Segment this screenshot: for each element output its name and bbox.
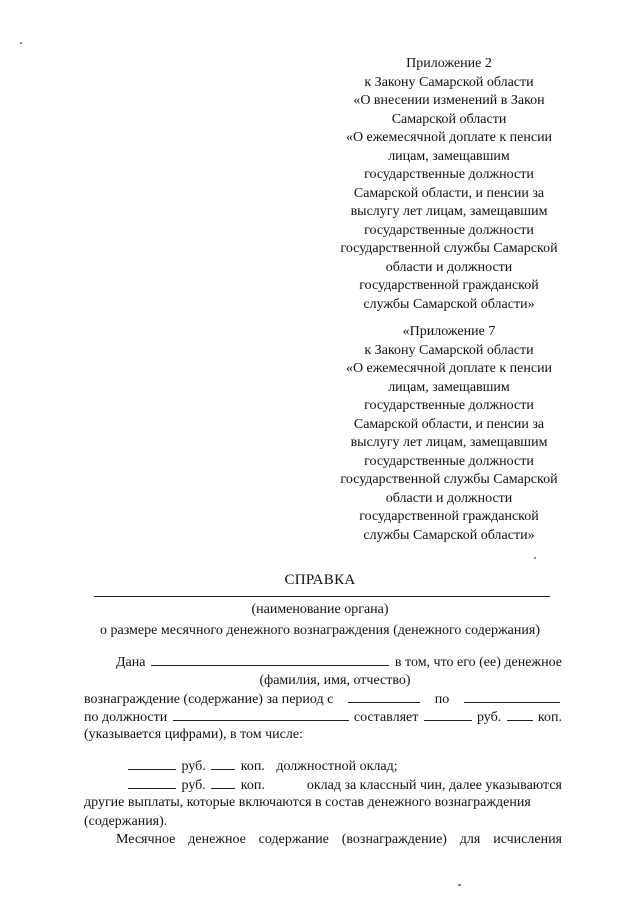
- document-subtitle: о размере месячного денежного вознаграждения (денежного содержания): [100, 623, 540, 638]
- organ-name-field[interactable]: [94, 596, 550, 597]
- monthly-allowance-text: Месячное денежное содержание (вознаграждение) для исчисления: [116, 832, 562, 847]
- given-to-line: [84, 653, 562, 673]
- fio-field[interactable]: [151, 653, 388, 666]
- rub-label: руб.: [476, 710, 502, 725]
- position-prefix: по должности: [84, 710, 168, 725]
- position-amount-label: составляет: [353, 710, 419, 725]
- given-suffix: в том, что его (ее) денежное: [394, 655, 562, 670]
- class-kop-label: коп.: [240, 778, 265, 793]
- scan-speck: [458, 884, 461, 886]
- appendix-2-line: государственной гражданской: [359, 278, 539, 293]
- appendix-2-line: государственной службы Самарской: [340, 241, 558, 256]
- organ-name-caption: (наименование органа): [251, 602, 389, 617]
- appendix-2-line: к Закону Самарской области: [364, 74, 534, 90]
- scan-speck: [534, 557, 536, 559]
- period-line: [84, 690, 562, 710]
- appendix-2-line: области и должности: [385, 259, 513, 275]
- appendix-7-line: «О ежемесячной доплате к пенсии: [345, 361, 553, 376]
- appendix-2-line: Самарской области, и пенсии за: [353, 185, 545, 201]
- appendix-2-line: Приложение 2: [406, 56, 492, 71]
- appendix-7-line: «Приложение 7: [402, 324, 496, 339]
- amount-kop-field[interactable]: [507, 708, 533, 721]
- appendix-2-line: Самарской области: [391, 111, 507, 127]
- digits-note: (указывается цифрами), в том числе:: [84, 727, 303, 742]
- appendix-7-line: государственные должности: [364, 398, 534, 413]
- class-rub-label: руб.: [181, 778, 206, 793]
- appendix-2-header: [316, 55, 582, 314]
- appendix-2-line: службы Самарской области»: [363, 296, 535, 312]
- salary-label: должностной оклад;: [276, 759, 398, 774]
- salary-rub-label: руб.: [181, 759, 206, 774]
- salary-line: [126, 757, 398, 777]
- salary-kop-field[interactable]: [211, 757, 235, 770]
- given-prefix: Дана: [116, 655, 146, 670]
- appendix-2-line: «О внесении изменений в Закон: [353, 93, 545, 108]
- class-rub-field[interactable]: [128, 776, 176, 789]
- period-prefix: вознаграждение (содержание) за период с: [84, 692, 334, 707]
- period-from-field[interactable]: [348, 690, 420, 703]
- appendix-7-line: к Закону Самарской области: [364, 342, 534, 358]
- salary-rub-field[interactable]: [128, 757, 176, 770]
- appendix-2-line: государственные должности: [364, 222, 534, 238]
- appendix-2-line: государственные должности: [364, 167, 534, 182]
- class-rank-label: оклад за классный чин, далее указываются: [306, 778, 562, 793]
- salary-kop-label: коп.: [240, 759, 265, 774]
- kop-label: коп.: [537, 710, 562, 725]
- document-title: СПРАВКА: [284, 572, 356, 588]
- appendix-7-line: области и должности: [385, 490, 513, 506]
- position-field[interactable]: [173, 708, 349, 721]
- appendix-2-line: «О ежемесячной доплате к пенсии: [345, 130, 553, 145]
- fio-caption: (фамилия, имя, отчество): [259, 673, 411, 688]
- appendix-7-line: государственной службы Самарской: [340, 472, 558, 487]
- appendix-7-line: выслугу лет лицам, замещавшим: [350, 435, 548, 450]
- period-to-field[interactable]: [464, 690, 560, 703]
- period-to-label: по: [434, 692, 450, 707]
- appendix-7-line: лицам, замещавшим: [388, 379, 510, 395]
- scan-speck: [20, 42, 22, 44]
- appendix-7-header: [316, 323, 582, 545]
- appendix-7-line: Самарской области, и пенсии за: [353, 416, 545, 432]
- position-line: [84, 708, 562, 728]
- class-kop-field[interactable]: [211, 776, 235, 789]
- amount-rub-field[interactable]: [424, 708, 472, 721]
- appendix-7-line: государственные должности: [364, 453, 534, 469]
- appendix-7-line: государственной гражданской: [359, 509, 539, 524]
- other-payments-text: другие выплаты, которые включаются в состав денежного вознаграждения (содержания).: [84, 795, 531, 829]
- class-rank-line: [126, 776, 562, 796]
- appendix-7-line: службы Самарской области»: [363, 527, 535, 543]
- appendix-2-line: выслугу лет лицам, замещавшим: [350, 204, 548, 219]
- appendix-2-line: лицам, замещавшим: [388, 148, 510, 164]
